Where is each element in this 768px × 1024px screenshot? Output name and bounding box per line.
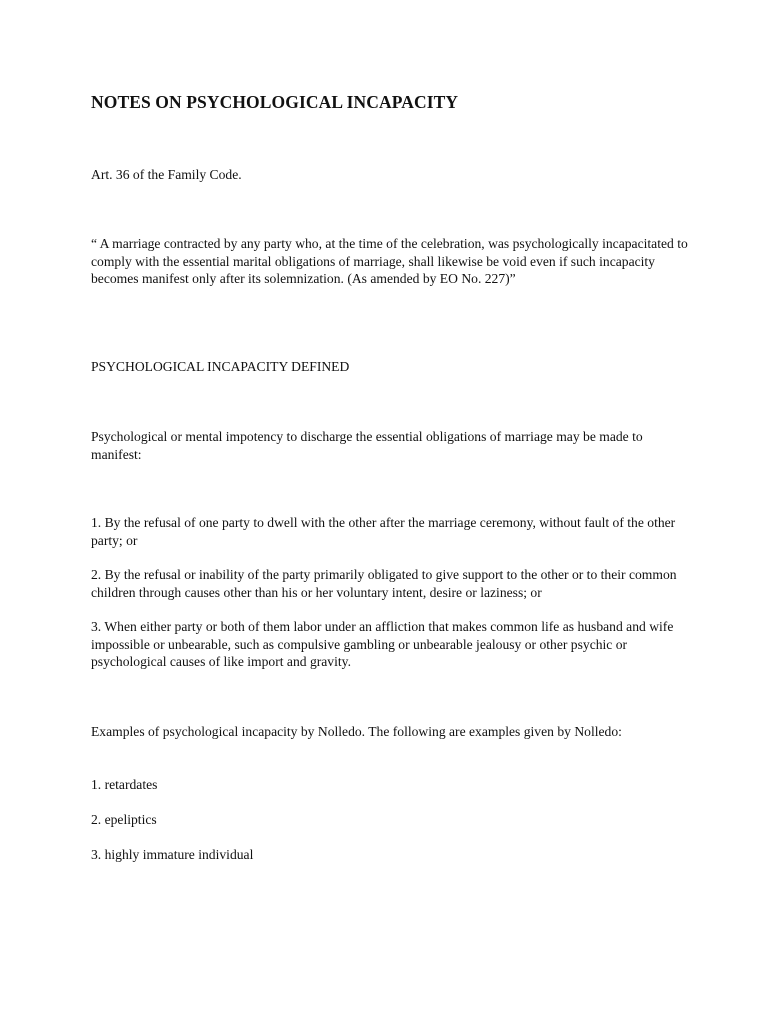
ground-item: 3. When either party or both of them labor under an affliction that makes common life as husband and wife impossible or unbearable, such as compulsive gambling or unbearable jealousy or other psychic or psychological causes of like import and gravity. — [91, 619, 674, 670]
example-item: 1. retardates — [91, 777, 158, 792]
definition-intro: Psychological or mental impotency to discharge the essential obligations of marriage may be made to manifest: — [91, 429, 643, 462]
examples-intro: Examples of psychological incapacity by Nolledo. The following are examples given by Nolledo: — [91, 724, 622, 739]
article-quote: “ A marriage contracted by any party who, at the time of the celebration, was psychologically incapacitated to comply with the essential marital obligations of marriage, shall likewise be void even if such incapacity becomes manifest only after its solemnization. (As amended by EO No. 227)” — [91, 236, 688, 287]
ground-item: 1. By the refusal of one party to dwell with the other after the marriage ceremony, without fault of the other party; or — [91, 515, 676, 548]
document-title: NOTES ON PSYCHOLOGICAL INCAPACITY — [91, 92, 459, 112]
example-item: 2. epeliptics — [91, 812, 157, 827]
ground-item: 2. By the refusal or inability of the party primarily obligated to give support to the other or to their common children through causes other than his or her voluntary intent, desire or laziness; or — [91, 567, 677, 600]
section-heading: PSYCHOLOGICAL INCAPACITY DEFINED — [91, 359, 350, 374]
example-item: 3. highly immature individual — [91, 847, 254, 862]
article-reference: Art. 36 of the Family Code. — [91, 167, 242, 182]
